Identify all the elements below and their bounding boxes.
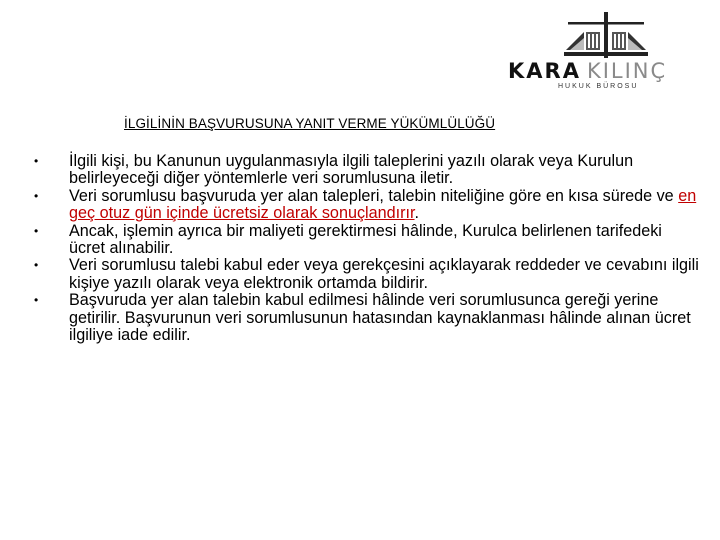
list-item: [0, 153, 720, 188]
logo-wordmark-kilinc: KILINÇ: [586, 59, 668, 83]
logo-wordmark-kara: KARA: [508, 59, 581, 83]
bullet-list: [0, 153, 720, 344]
bullet-text-end: .: [414, 204, 420, 223]
list-item: [0, 223, 720, 258]
page-heading: İLGİLİNİN BAŞVURUSUNA YANIT VERME YÜKÜMLÜLÜĞÜ: [124, 116, 496, 131]
logo-wordmark: [508, 60, 708, 82]
bullet-text: Ancak, işlemin ayrıca bir maliyeti gerektirmesi hâlinde, Kurulca belirlenen tarifedeki ücret alınabilir.: [69, 221, 662, 258]
bullet-icon: •: [34, 188, 39, 203]
firm-logo: [500, 10, 715, 90]
bullet-text: Veri sorumlusu başvuruda yer alan talepleri, talebin niteliğine göre en kısa sürede ve: [69, 186, 679, 205]
bullet-text: Başvuruda yer alan talebin kabul edilmesi hâlinde veri sorumlusunca gereği yerine getirilir. Başvurunun veri sorumlusunun hatasından kaynaklanması hâlinde alınan ücret ilgiliye iade edilir.: [69, 291, 691, 345]
list-item: [0, 292, 720, 344]
bullet-text: Veri sorumlusu talebi kabul eder veya gerekçesini açıklayarak reddeder ve cevabını ilgili kişiye yazılı olarak veya elektronik ortamda bildirir.: [69, 256, 699, 292]
bullet-text: İlgili kişi, bu Kanunun uygulanmasıyla ilgili taleplerini yazılı olarak veya Kurulun belirleyeceği diğer yöntemlerle veri sorumlusuna iletir.: [69, 152, 634, 188]
bullet-icon: •: [34, 154, 39, 168]
list-item: [0, 188, 720, 223]
bullet-icon: •: [34, 258, 39, 273]
bullet-icon: •: [34, 293, 39, 308]
bullet-icon: •: [34, 223, 39, 238]
highlighted-text: en geç otuz gün içinde ücretsiz olarak sonuçlandırır: [69, 186, 697, 223]
scales-of-justice-icon: [562, 10, 650, 62]
logo-tagline: HUKUK BÜROSU: [558, 83, 639, 90]
list-item: [0, 257, 720, 292]
